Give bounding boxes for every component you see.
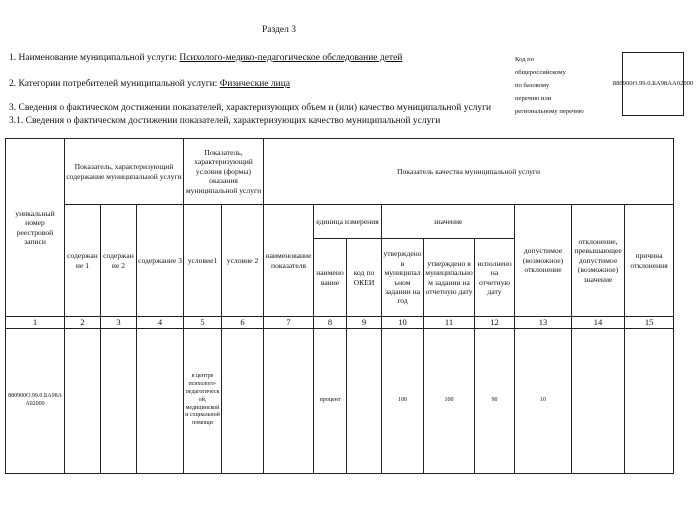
column-number: 8 [314, 317, 347, 329]
cell-content-1 [65, 328, 101, 473]
column-number: 14 [572, 317, 625, 329]
header-deviation-reason: причина отклонения [625, 205, 674, 317]
consumer-category-line [9, 79, 290, 89]
column-number: 10 [382, 317, 424, 329]
header-excess-deviation: отклонение, превышающее допустимое (возможное) значение [572, 205, 625, 317]
header-okei-code: код по ОКЕИ [347, 239, 382, 317]
consumer-category-value: Физические лица [219, 79, 290, 89]
quality-indicators-table [5, 138, 674, 474]
cell-condition-2 [222, 328, 264, 473]
cell-approved-report-date: 100 [424, 328, 475, 473]
header-approved-year: утверждено в муниципальном задании на год [382, 239, 424, 317]
column-number: 1 [6, 317, 65, 329]
column-number: 3 [101, 317, 137, 329]
header-approved-report-date: утверждено в муниципальном задании на отчетную дату [424, 239, 475, 317]
section-3-heading: 3. Сведения о фактическом достижении показателей, характеризующих объем и (или) качество муниципальной услуги [9, 103, 492, 113]
column-number: 5 [184, 317, 222, 329]
header-allowed-deviation: допустимое (возможное) отклонение [515, 205, 572, 317]
column-number: 9 [347, 317, 382, 329]
side-label-3: по базовому [515, 82, 550, 89]
header-content-2: содержание 2 [101, 205, 137, 317]
cell-unit-name: процент [314, 328, 347, 473]
header-content-3: содержание 3 [137, 205, 184, 317]
column-number: 4 [137, 317, 184, 329]
side-label-2: общероссийскому [515, 69, 566, 76]
basic-list-code-labels [515, 56, 584, 121]
basic-list-code: 880900О.99.0.БА98АА02000 [612, 79, 694, 87]
side-label-5: региональному перечню [515, 108, 584, 115]
column-number: 6 [222, 317, 264, 329]
cell-executed-report-date: 90 [475, 328, 515, 473]
column-number: 2 [65, 317, 101, 329]
header-content-1: содержание 1 [65, 205, 101, 317]
header-executed-report-date: исполнено на отчетную дату [475, 239, 515, 317]
cell-deviation-reason [625, 328, 674, 473]
column-number: 11 [424, 317, 475, 329]
header-content-group: Показатель, характеризующий содержание муниципальной услуги [65, 139, 184, 205]
cell-okei-code [347, 328, 382, 473]
cell-unique-number: 880900О.99.0.БА98АА02000 [6, 328, 65, 473]
section-title: Раздел 3 [262, 25, 296, 35]
section-3-1-heading: 3.1. Сведения о фактическом достижении показателей, характеризующих качество муниципальной услуги [9, 116, 441, 126]
cell-content-3 [137, 328, 184, 473]
header-unique-number: уникальный номер реестровой записи [6, 139, 65, 317]
service-name-value: Психолого-медико-педагогическое обследование детей [179, 53, 403, 63]
service-name-label: 1. Наименование муниципальной услуги: [9, 53, 177, 63]
table-row [6, 328, 674, 473]
side-label-1: Код по [515, 56, 535, 63]
consumer-category-label: 2. Категории потребителей муниципальной услуги: [9, 79, 218, 89]
column-number: 12 [475, 317, 515, 329]
header-condition-group: Показатель, характеризующий условия (формы) оказания муниципальной услуги [184, 139, 264, 205]
cell-indicator-name [264, 328, 314, 473]
cell-approved-year: 100 [382, 328, 424, 473]
service-name-line [9, 53, 402, 63]
header-quality-group: Показатель качества муниципальной услуги [264, 139, 674, 205]
column-number: 7 [264, 317, 314, 329]
cell-excess-deviation [572, 328, 625, 473]
header-value-group: значение [382, 205, 515, 239]
header-condition-1: условие1 [184, 205, 222, 317]
cell-allowed-deviation: 10 [515, 328, 572, 473]
header-condition-2: условие 2 [222, 205, 264, 317]
header-unit-name: наименование [314, 239, 347, 317]
header-unit-group: единица измерения [314, 205, 382, 239]
basic-list-code-box [612, 52, 694, 116]
column-number: 13 [515, 317, 572, 329]
cell-content-2 [101, 328, 137, 473]
header-indicator-name: наименование показателя [264, 205, 314, 317]
column-number: 15 [625, 317, 674, 329]
side-label-4: перечню или [515, 95, 552, 102]
cell-condition-1: в центре психолого-педагогической, медицинской и социальной помощи [184, 328, 222, 473]
